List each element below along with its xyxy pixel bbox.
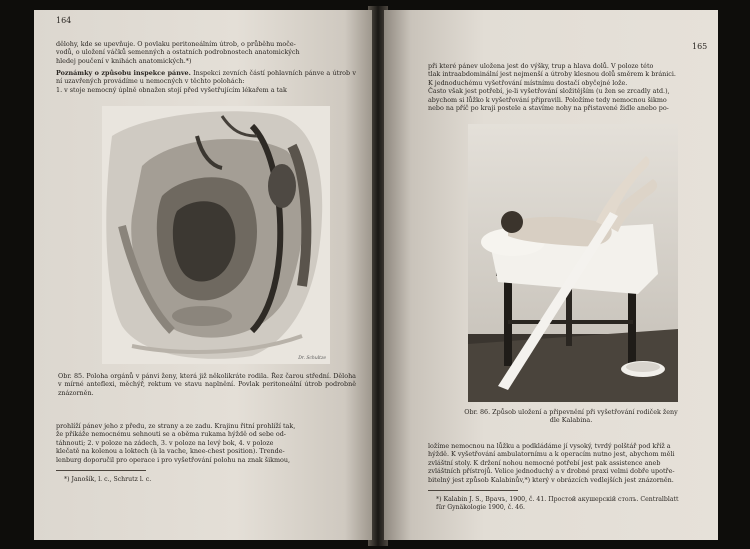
footnote-rule <box>56 470 146 471</box>
left-intro-text <box>56 40 356 65</box>
footnote-line: *) Kalabin J. S., Врачъ, 1900, č. 41. Простой акушерскій столъ. Centralblatt <box>436 496 679 503</box>
page-number-left: 164 <box>56 16 72 25</box>
text-line: nebo na příč po kraji postele a stavíme nohy na přistavené židle anebo po- <box>428 104 669 113</box>
right-top-text <box>428 62 708 112</box>
text-line: Inspekci zevních částí pohlavních pánve a útrob v ní uzavřených provádíme u nemocných v těchto polohách: <box>56 69 356 86</box>
text-line: lenburg doporučil pro operace i pro vyšetřování polohu na znak šikmou, <box>56 455 291 464</box>
text-line: zvláštních přístrojů. Velice jednoduchý a v drobné praxi velmi dobře upotře- <box>428 467 675 476</box>
section-heading: Poznámky o způsobu inspekce pánve. <box>56 69 191 77</box>
text-line: že přikáže nemocnému sehnouti se a oběma rukama hýždě od sebe od- <box>56 430 286 439</box>
figure-86-caption <box>436 408 706 425</box>
text-line: hledej poučení v knihách anatomických.*) <box>56 56 192 65</box>
left-body-text <box>56 422 356 464</box>
figure-signature: Dr. Schultze <box>298 356 326 361</box>
right-footnote <box>436 496 708 512</box>
text-line: dělohy, kde se upevňuje. O povlaku peritoneálním útrob, o průběhu moče- <box>56 40 296 48</box>
text-line: K jednoduchému vyšetřování místnímu dostačí obyčejné lože. <box>428 78 628 87</box>
text-line: vodů, o uložení váčků semenných a ostatních podrobnostech anatomických <box>56 48 300 57</box>
text-line: při které pánev uložena jest do výšky, trup a hlava dolů. V poloze této <box>428 62 654 70</box>
footnote-line: für Gynäkologie 1900, č. 46. <box>436 504 525 511</box>
caption-line: Obr. 86. Způsob uložení a připevnění při vyšetřování rodiček ženy <box>464 408 678 416</box>
text-line: ložíme nemocnou na lůžku a podkládáme jí vysoký, tvrdý polštář pod kříž a <box>428 442 671 450</box>
text-line: tlak intraabdominální jest nejmenší a útroby klesnou dolů směrem k bránici. <box>428 70 676 79</box>
left-section <box>56 69 356 94</box>
text-line: táhnouti; 2. v poloze na zádech, 3. v poloze na levý bok, 4. v poloze <box>56 438 274 447</box>
text-line: hýždě. K vyšetřování ambulatornímu a k operacím nutno jest, abychom měli <box>428 450 675 459</box>
text-line: prohlíží pánev jeho z předu, ze strany a ze zadu. Krajinu řitní prohlíží tak, <box>56 422 296 430</box>
text-line: Často však jest potřebí, je-li vyšetřování složitějším (u žen se zrcadly atd.), <box>428 87 670 96</box>
left-footnote: *) Janošík, l. c., Schrutz l. c. <box>64 476 152 483</box>
left-page <box>34 10 372 540</box>
text-line: 1. v stoje nemocný úplně obnažen stojí před vyšetřujícím lékařem a tak <box>56 85 287 94</box>
figure-86-photograph <box>468 124 678 402</box>
figure-85-caption: Obr. 85. Poloha orgánů v pánvi ženy, která již několikráte rodila. Řez čarou střední. Děloha v mírné anteflexi, měchýř, rektum ve stavu naplnění. Povlak peritoneální útrob podrobně znázorněn. <box>58 372 356 397</box>
right-body-text <box>428 442 708 484</box>
page-number-right: 165 <box>692 42 708 51</box>
text-line: bitelný jest způsob Kalabinův,*) který v obrázcích vedlejších jest znázorněn. <box>428 475 674 484</box>
right-page <box>384 10 718 540</box>
text-line: klečatě na kolenou a loktech (à la vache, knee-chest position). Trende- <box>56 447 285 456</box>
figure-85-anatomical-section <box>102 106 330 364</box>
caption-line: dle Kalabina. <box>549 416 593 425</box>
text-line: abychom si lůžko k vyšetřování připravili. Položíme tedy nemocnou šikmo <box>428 95 667 104</box>
footnote-rule <box>428 490 518 491</box>
anatomical-illustration <box>102 106 330 364</box>
examination-photo <box>468 124 678 402</box>
text-line: zvláštní stoly. K držení nohou nemocné potřebí jest pak assistence aneb <box>428 458 661 467</box>
